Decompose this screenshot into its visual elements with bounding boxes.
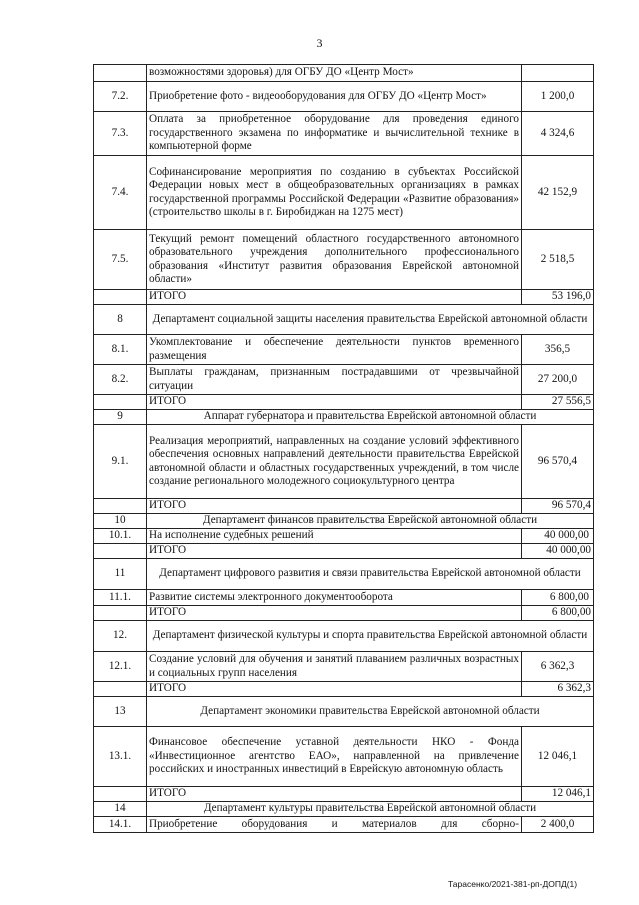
- row-description: Приобретение фото - видеооборудования для ОГБУ ДО «Центр Мост»: [147, 82, 522, 112]
- row-amount: 6 800,00: [522, 590, 594, 606]
- department-title: Департамент экономики правительства Еврейской автономной области: [147, 697, 594, 727]
- total-amount: 27 556,5: [522, 395, 594, 410]
- row-description: Укомплектование и обеспечение деятельности пунктов временного размещения: [147, 335, 522, 365]
- table-row: [94, 425, 594, 499]
- department-row: [94, 621, 594, 652]
- page-number: 3: [316, 36, 323, 50]
- department-number: 13: [94, 697, 147, 727]
- row-amount: 96 570,4: [522, 425, 594, 499]
- document-footer-id: Тарасенко/2021-381-рп-ДОПД(1): [448, 879, 578, 889]
- row-description: Софинансирование мероприятия по созданию в субъектах Российской Федерации новых мест в общеобразовательных организациях в рамках государственной программы Российской Федерации «Развитие образования» (строительство школы в г. Биробиджан на 1275 мест): [147, 156, 522, 230]
- row-number: [94, 499, 147, 514]
- total-amount: 12 046,1: [522, 787, 594, 802]
- row-amount: 2 518,5: [522, 230, 594, 290]
- row-description: Реализация мероприятий, направленных на создание условий эффективного обеспечения основных направлений деятельности правительства Еврейской автономной области и областных государственных учреждений, в том числе создание регионального молодежного социокультурного центра: [147, 425, 522, 499]
- total-label: ИТОГО: [147, 606, 522, 621]
- row-number: [94, 395, 147, 410]
- row-description: возможностями здоровья) для ОГБУ ДО «Центр Мост»: [147, 65, 522, 82]
- table-row: [94, 652, 594, 682]
- row-number: 8.1.: [94, 335, 147, 365]
- total-label: ИТОГО: [147, 499, 522, 514]
- table-row: [94, 365, 594, 395]
- total-label: ИТОГО: [147, 395, 522, 410]
- department-row: [94, 559, 594, 590]
- row-number: [94, 290, 147, 305]
- total-label: ИТОГО: [147, 682, 522, 697]
- total-row: [94, 290, 594, 305]
- total-row: [94, 499, 594, 514]
- row-number: [94, 682, 147, 697]
- row-number: [94, 544, 147, 559]
- row-number: 12.1.: [94, 652, 147, 682]
- row-description: Приобретение оборудования и материалов для сборно-: [147, 817, 522, 833]
- row-amount: 4 324,6: [522, 112, 594, 156]
- department-title: Департамент физической культуры и спорта правительства Еврейской автономной области: [147, 621, 594, 652]
- row-number: 9.1.: [94, 425, 147, 499]
- total-label: ИТОГО: [147, 544, 522, 559]
- department-title: Департамент социальной защиты населения правительства Еврейской автономной области: [147, 305, 594, 335]
- row-number: 7.4.: [94, 156, 147, 230]
- table-row: [94, 230, 594, 290]
- table-row: [94, 112, 594, 156]
- row-number: 10.1.: [94, 529, 147, 544]
- total-amount: 6 362,3: [522, 682, 594, 697]
- row-amount: 27 200,0: [522, 365, 594, 395]
- table-row: [94, 590, 594, 606]
- total-amount: 96 570,4: [522, 499, 594, 514]
- department-row: [94, 697, 594, 727]
- department-row: [94, 514, 594, 529]
- row-amount: 6 362,3: [522, 652, 594, 682]
- department-number: 9: [94, 410, 147, 425]
- row-number: 7.2.: [94, 82, 147, 112]
- department-number: 12.: [94, 621, 147, 652]
- row-number: [94, 787, 147, 802]
- row-amount: 40 000,00: [522, 529, 594, 544]
- total-amount: 40 000,00: [522, 544, 594, 559]
- table-row: [94, 65, 594, 82]
- budget-table: [93, 64, 594, 833]
- row-amount: 2 400,0: [522, 817, 594, 833]
- row-description: Создание условий для обучения и занятий плаванием различных возрастных и социальных групп населения: [147, 652, 522, 682]
- row-description: На исполнение судебных решений: [147, 529, 522, 544]
- department-number: 10: [94, 514, 147, 529]
- row-amount: [522, 65, 594, 82]
- row-number: 11.1.: [94, 590, 147, 606]
- department-title: Аппарат губернатора и правительства Еврейской автономной области: [147, 410, 594, 425]
- row-amount: 42 152,9: [522, 156, 594, 230]
- row-amount: 356,5: [522, 335, 594, 365]
- department-title: Департамент финансов правительства Еврейской автономной области: [147, 514, 594, 529]
- total-amount: 53 196,0: [522, 290, 594, 305]
- table-row: [94, 817, 594, 833]
- row-description: Оплата за приобретенное оборудование для проведения единого государственного экзамена по информатике и вычислительной технике в компьютерной форме: [147, 112, 522, 156]
- department-row: [94, 410, 594, 425]
- total-row: [94, 395, 594, 410]
- row-description: Развитие системы электронного документооборота: [147, 590, 522, 606]
- department-title: Департамент культуры правительства Еврейской автономной области: [147, 802, 594, 817]
- total-row: [94, 544, 594, 559]
- row-description: Финансовое обеспечение уставной деятельности НКО - Фонда «Инвестиционное агентство ЕАО», направленной на привлечение российских и иностранных инвестиций в Еврейскую автономную область: [147, 727, 522, 787]
- total-row: [94, 682, 594, 697]
- row-description: Выплаты гражданам, признанным пострадавшими от чрезвычайной ситуации: [147, 365, 522, 395]
- total-label: ИТОГО: [147, 290, 522, 305]
- total-amount: 6 800,00: [522, 606, 594, 621]
- row-number: [94, 606, 147, 621]
- table-row: [94, 156, 594, 230]
- table-row: [94, 727, 594, 787]
- row-number: 8.2.: [94, 365, 147, 395]
- table-row: [94, 335, 594, 365]
- row-amount: 1 200,0: [522, 82, 594, 112]
- department-title: Департамент цифрового развития и связи правительства Еврейской автономной области: [147, 559, 594, 590]
- department-row: [94, 802, 594, 817]
- row-description: Текущий ремонт помещений областного государственного автономного образовательного учреждения дополнительного профессионального образования «Институт развития образования Еврейской автономной области»: [147, 230, 522, 290]
- department-number: 8: [94, 305, 147, 335]
- total-label: ИТОГО: [147, 787, 522, 802]
- total-row: [94, 787, 594, 802]
- row-number: 14.1.: [94, 817, 147, 833]
- row-number: 13.1.: [94, 727, 147, 787]
- department-row: [94, 305, 594, 335]
- table-row: [94, 529, 594, 544]
- department-number: 11: [94, 559, 147, 590]
- row-number: [94, 65, 147, 82]
- row-number: 7.5.: [94, 230, 147, 290]
- row-amount: 12 046,1: [522, 727, 594, 787]
- table-row: [94, 82, 594, 112]
- total-row: [94, 606, 594, 621]
- department-number: 14: [94, 802, 147, 817]
- row-number: 7.3.: [94, 112, 147, 156]
